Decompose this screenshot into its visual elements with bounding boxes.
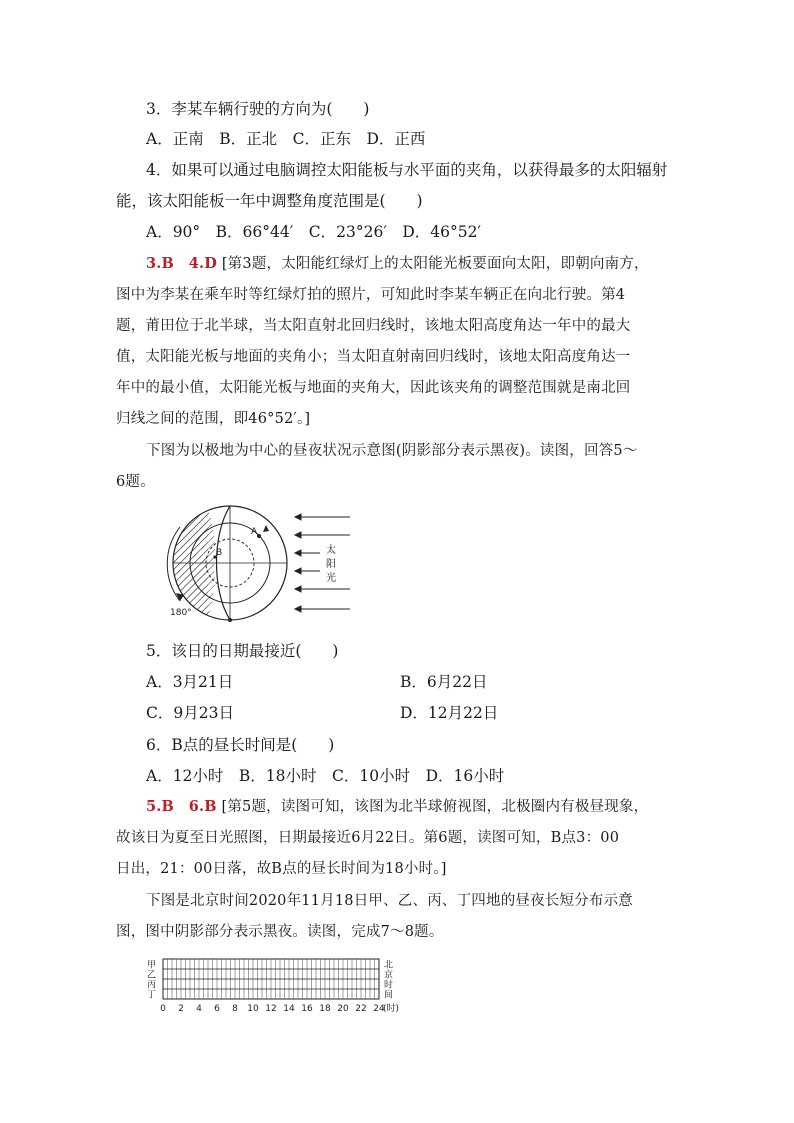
label-a: A: [251, 527, 258, 537]
answer-3-4-label: 3.B 4.D: [146, 255, 218, 272]
grid-tick-label: 4: [196, 1004, 202, 1014]
sunlight-label-1: 太: [326, 545, 336, 556]
answer-3-4-line6: 归线之间的范围，即46°52′。]: [116, 411, 311, 427]
grid-tick-label: 2: [178, 1004, 184, 1014]
grid-tick-label: 12: [265, 1004, 277, 1014]
question-4-stem-line2: 能，该太阳能板一年中调整角度范围是( ): [116, 192, 423, 210]
label-b: B: [216, 548, 223, 558]
grid-tick-label: 16: [301, 1004, 313, 1014]
daynight-grid-figure: [145, 955, 415, 1023]
question-5-option-a: A．3月21日: [146, 673, 234, 691]
answer-5-6-label: 5.B 6.B: [146, 798, 217, 815]
grid-side-label: 时: [384, 980, 394, 991]
grid-unit-label: (时): [383, 1004, 400, 1014]
grid-tick-label: 24: [373, 1004, 385, 1014]
grid-tick-label: 0: [160, 1004, 166, 1014]
answer-5-6-line3: 日出，21：00日落，故B点的昼长时间为18小时。]: [116, 861, 447, 877]
grid-tick-label: 22: [355, 1004, 367, 1014]
answer-3-4-line2: 图中为李某在乘车时等红绿灯拍的照片，可知此时李某车辆正在向北行驶。第4: [116, 287, 626, 303]
answer-3-4-line5: 年中的最小值，太阳能光板与地面的夹角大，因此该夹角的调整范围就是南北回: [116, 380, 631, 396]
grid-row-label: 乙: [147, 970, 157, 981]
label-180: 180°: [170, 608, 192, 618]
grid-tick-label: 10: [247, 1004, 259, 1014]
grid-tick-label: 14: [283, 1004, 295, 1014]
question-6-stem: 6．B点的昼长时间是( ): [146, 736, 335, 754]
question-5-stem: 5．该日的日期最接近( ): [146, 642, 339, 660]
grid-side-label: 京: [384, 970, 394, 981]
grid-tick-label: 20: [337, 1004, 349, 1014]
question-4-options: A．90° B．66°44′ C．23°26′ D．46°52′: [146, 223, 481, 241]
answer-3-4-line1: [146, 253, 726, 275]
grid-row-label: 丙: [147, 980, 157, 991]
question-6-options: A．12小时 B．18小时 C．10小时 D．16小时: [146, 767, 505, 785]
answer-5-6-line1: [146, 796, 726, 818]
answer-3-4-line3: 题，莆田位于北半球，当太阳直射北回归线时，该地太阳高度角达一年中的最大: [116, 318, 631, 334]
sunlight-label-2: 阳: [326, 559, 336, 570]
point-a-marker: [257, 534, 261, 538]
intro-7-8-line2: 图，图中阴影部分表示黑夜。读图，完成7～8题。: [116, 924, 444, 940]
grid-row-label: 甲: [147, 960, 157, 971]
answer-3-4-text: [第3题，太阳能红绿灯上的太阳能光板要面向太阳，即朝向南方，: [221, 256, 649, 272]
intro-7-8-line1: 下图是北京时间2020年11月18日甲、乙、丙、丁四地的昼夜长短分布示意: [146, 893, 634, 909]
answer-5-6-line2: 故该日为夏至日光照图，日期最接近6月22日。第6题，读图可知，B点3：00: [116, 830, 620, 846]
question-5-option-c: C．9月23日: [146, 704, 234, 722]
grid-tick-label: 8: [232, 1004, 238, 1014]
grid-tick-label: 6: [214, 1004, 220, 1014]
question-5-option-b: B．6月22日: [400, 673, 488, 691]
grid-side-label: 北: [384, 960, 394, 971]
grid-row-label: 丁: [147, 990, 157, 1001]
grid-tick-label: 18: [319, 1004, 331, 1014]
grid-side-label: 间: [384, 990, 394, 1001]
polar-daynight-figure: [160, 505, 360, 630]
question-3-stem: 3．李某车辆行驶的方向为( ): [146, 100, 370, 118]
sunlight-label-3: 光: [326, 573, 336, 584]
answer-5-6-text: [第5题，读图可知，该图为北半球俯视图，北极圈内有极昼现象，: [221, 799, 649, 815]
intro-5-6-line2: 6题。: [116, 474, 155, 490]
intro-5-6-line1: 下图为以极地为中心的昼夜状况示意图(阴影部分表示黑夜)。读图，回答5～: [146, 443, 638, 459]
question-5-option-d: D．12月22日: [400, 704, 499, 722]
sunlight-arrows: [295, 514, 350, 612]
question-4-stem-line1: 4．如果可以通过电脑调控太阳能板与水平面的夹角，以获得最多的太阳辐射: [146, 161, 668, 179]
question-3-options: A．正南 B．正北 C．正东 D．正西: [146, 130, 426, 148]
answer-3-4-line4: 值，太阳能光板与地面的夹角小；当太阳直射南回归线时，该地太阳高度角达一: [116, 349, 631, 365]
